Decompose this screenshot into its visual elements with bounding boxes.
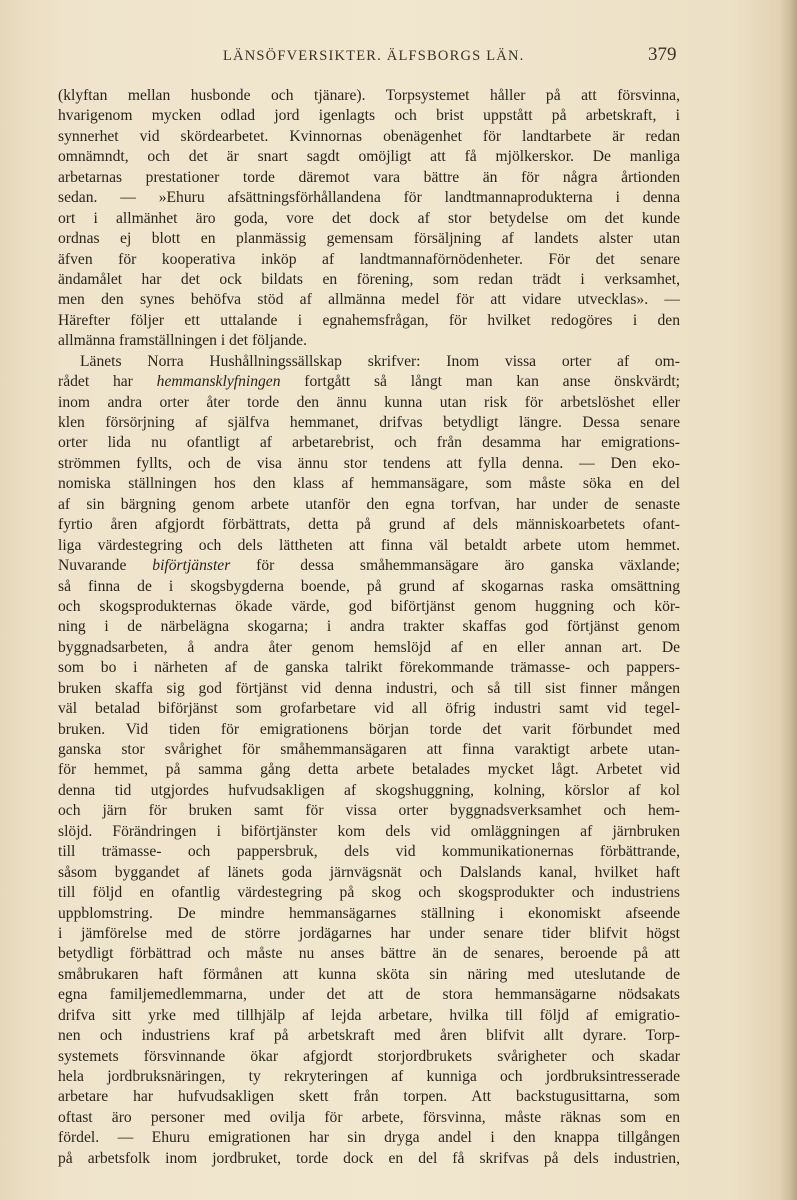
text-line: nen och industriens kraf på arbetskraft med åren blifvit allt dyrare. Torp- (58, 1027, 680, 1045)
body-text (58, 86, 680, 1169)
text-line: i jämförelse med de större jordägarnes har under senare tider blifvit högst (58, 924, 680, 942)
text-line: betydligt förbättrad och måste nu anses bättre än de senares, beroende på att (58, 945, 680, 963)
page-edge-shadow (779, 0, 797, 1200)
text-line: som bo i närheten af de ganska talrikt förekommande trämasse- och pappers- (58, 659, 680, 677)
text-line: Härefter följer ett uttalande i egnahemsfrågan, för hvilket redogöres i den (58, 311, 680, 329)
page-header (0, 42, 797, 72)
text-line: och skogsprodukternas ökade värde, god biförtjänst genom huggning och kör- (58, 597, 680, 615)
text-line: väl betalad biförjänst som grofarbetare vid all öfrig industri samt vid tegel- (58, 700, 680, 718)
text-line-part: rådet har (58, 373, 157, 391)
text-line: uppblomstring. De mindre hemmansägarnes ställning i ekonomiskt afseende (58, 904, 680, 922)
text-line: strömmen fyllts, och de visa ännu stor tendens att fylla denna. — Den eko- (58, 454, 680, 472)
text-line-part: fortgått så långt man kan anse önskvärdt; (280, 373, 680, 391)
text-line (58, 556, 680, 576)
text-line: egna familjemedlemmarna, under det att de stora hemmansägarne nödsakats (58, 986, 680, 1004)
text-line: till trämasse- och pappersbruk, dels vid kommunikationernas förbättrande, (58, 843, 680, 861)
text-line: arbetarnas prestationer torde däremot vara bättre än för några årtionden (58, 168, 680, 186)
text-line: inom andra orter åter torde den ännu kunna utan risk för arbetslöshet eller (58, 393, 680, 411)
text-line: så finna de i skogsbygderna boende, på grund af skogarnas raska omsättning (58, 577, 680, 595)
text-line: orter lida nu ofantligt af arbetarebrist, och från desamma har emigrations- (58, 434, 680, 452)
text-line: ändamålet har det ock bildats en förening, som redan trädt i verksamhet, (58, 270, 680, 288)
text-line: och järn för bruken samt för vissa orter byggnadsverksamhet och hem- (58, 802, 680, 820)
text-line: (klyftan mellan husbonde och tjänare). Torpsystemet håller på att försvinna, (58, 87, 680, 104)
text-line: fyrtio åren afgjordt förbättrats, detta på grund af dels människoarbetets ofant- (58, 516, 680, 534)
text-line: hela jordbruksnäringen, ty rekryteringen af kunniga och jordbruksintresserade (58, 1068, 680, 1085)
text-line: systemets försvinnande ökar afgjordt storjordbrukets svårigheter och skadar (58, 1047, 680, 1065)
text-line: såsom byggandet af länets goda järnvägsnät och Dalslands kanal, hvilket haft (58, 863, 680, 881)
text-line: oftast äro personer med ovilja för arbete, försvinna, måste räknas som en (58, 1108, 680, 1126)
text-line: fördel. — Ehuru emigrationen har sin dryga andel i den knappa tillgången (58, 1129, 680, 1147)
text-line: äfven för kooperativa inköp af landtmannaförnödenheter. För det senare (58, 250, 680, 268)
text-line: omnämndt, och det är snart sagdt omöjligt att få mjölkerskor. De manliga (58, 148, 680, 166)
text-line: bruken skaffa sig god förtjänst vid denna industri, och så till sist finner mången (58, 679, 680, 697)
text-line: synnerhet vid skördearbetet. Kvinnornas obenägenhet för landtarbete är redan (58, 127, 680, 145)
text-line: denna tid utgjordes hufvudsakligen af skogshuggning, kolning, körslor af kol (58, 781, 680, 799)
text-line: för hemmet, på samma gång detta arbete betalades mycket lågt. Arbetet vid (58, 761, 680, 779)
text-line: sedan. — »Ehuru afsättningsförhållandena för landtmannaprodukterna i denna (58, 189, 680, 207)
text-line: hvarigenom mycken odlad jord igenlagts och brist uppstått på arbetskraft, i (58, 107, 680, 125)
text-line: men den synes behöfva stöd af allmänna medel för att vidare utvecklas». — (58, 291, 680, 309)
page-number: 379 (648, 44, 677, 65)
italic-term: hemmansklyfningen (156, 373, 281, 391)
text-line: drifva sitt yrke med tillhjälp af lejda arbetare, hvilka till följd af emigratio- (58, 1006, 680, 1024)
text-line: ort i allmänhet äro goda, vore det dock af stor betydelse om det kunde (58, 209, 680, 227)
text-line: allmänna framställningen i det följande. (58, 332, 307, 350)
text-line: af sin bärgning genom arbete utanför den egna torfvan, har under de senaste (58, 495, 680, 513)
text-line: bruken. Vid tiden för emigrationens början torde det varit förbundet med (58, 720, 680, 738)
text-line-part: för dessa småhemmansägare äro ganska växlande; (230, 557, 680, 575)
text-line: till följd en ofantlig värdestegring på skog och skogsprodukter och industriens (58, 884, 680, 902)
text-line: liga värdestegring och dels lättheten att finna väl betaldt arbete utom hemmet. (58, 536, 680, 554)
text-line: klen försörjning af själfva hemmanet, drifvas betydligt längre. Dessa senare (58, 414, 680, 431)
text-line: ganska stor svårighet för småhemmansägaren att finna varaktigt arbete utan- (58, 741, 680, 758)
text-line: på arbetsfolk inom jordbruket, torde dock en del få skrifvas på dels industrien, (58, 1149, 680, 1167)
text-line: småbrukaren haft förmånen att kunna sköta sin näring med uteslutande de (58, 965, 680, 983)
text-line: arbetare har hufvudsakligen skett från torpen. Att backstugusittarna, som (58, 1088, 680, 1106)
text-line: ning i de närbelägna skogarna; i andra trakter skaffas god förtjänst genom (58, 618, 680, 636)
text-line: ordnas ej blott en planmässig gemensam försäljning af landets alster utan (58, 230, 680, 248)
italic-term: biförtjänster (152, 557, 231, 575)
text-line: byggnadsarbeten, å andra åter genom hemslöjd af en eller annan art. De (58, 638, 680, 656)
text-line: Länets Norra Hushållningssällskap skrifver: Inom vissa orter af om- (80, 352, 680, 370)
running-title: LÄNSÖFVERSIKTER. ÄLFSBORGS LÄN. (223, 48, 525, 64)
text-line (58, 372, 680, 392)
text-line: nomiska ställningen hos den klass af hemmansägare, som måste söka en del (58, 475, 680, 493)
text-line-part: Nuvarande (58, 557, 153, 575)
text-line: slöjd. Förändringen i biförtjänster kom dels vid omläggningen af järnbruken (58, 822, 680, 840)
